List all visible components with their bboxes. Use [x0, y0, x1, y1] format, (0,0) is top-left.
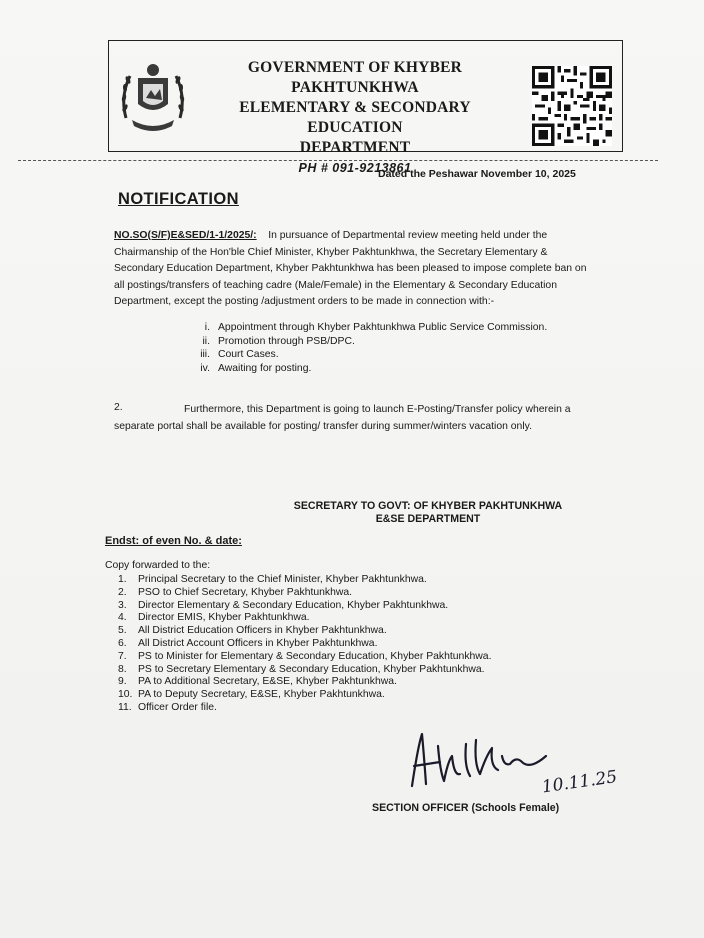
phone-number: PH # 091-9213861 — [298, 161, 412, 175]
paragraph-2 — [114, 402, 592, 435]
copy-to-list — [118, 574, 588, 715]
list-item: 5. All District Education Officers in Khyber Pakhtunkhwa. — [118, 625, 387, 637]
header-divider — [18, 160, 658, 161]
list-item: 4. Director EMIS, Khyber Pakhtunkhwa. — [118, 612, 310, 624]
secretary-signatory: SECRETARY TO GOVT: OF KHYBER PAKHTUNKHWA E&SE DEPARTMENT — [293, 500, 563, 525]
paragraph-1-text: In pursuance of Departmental review meeting held under the Chairmanship of the Hon'ble Chief Minister, Khyber Pakhtunkhwa, the Secretary Elementary & Secondary Education Department, Khyber Pakhtunkhwa has been pleased to impose complete ban on all postings/transfers of teaching cadre (Male/Female) in the Elementary & Secondary Education Department, except the posting /adjustment orders to be made in connection with:- — [114, 230, 587, 307]
government-emblem-icon — [116, 56, 190, 136]
letterhead-line-1: GOVERNMENT OF KHYBER PAKHTUNKHWA — [247, 59, 463, 96]
list-item: 3. Director Elementary & Secondary Education, Khyber Pakhtunkhwa. — [118, 599, 449, 611]
list-item: iv. Awaiting for posting. — [200, 362, 312, 374]
signature-date: 10.11.25 — [540, 767, 619, 798]
exceptions-list — [190, 322, 590, 376]
list-item: 6. All District Account Officers in Khyber Pakhtunkhwa. — [118, 637, 378, 649]
page-title: NOTIFICATION — [118, 190, 239, 208]
qr-code-icon — [532, 66, 612, 146]
endorsement-heading: Endst: of even No. & date: — [105, 535, 242, 547]
list-item: 7. PS to Minister for Elementary & Secondary Education, Khyber Pakhtunkhwa. — [118, 650, 492, 662]
handwritten-signature — [400, 726, 620, 814]
document-date: Dated the Peshawar November 10, 2025 — [378, 168, 576, 180]
paragraph-2-text: Furthermore, this Department is going to launch E-Posting/Transfer policy wherein a separate portal shall be available for posting/ transfer during summer/winters vacation only. — [114, 404, 571, 432]
paragraph-2-number: 2. — [114, 402, 123, 413]
list-item: 8. PS to Secretary Elementary & Secondary Education, Khyber Pakhtunkhwa. — [118, 663, 485, 675]
copy-forwarded-label: Copy forwarded to the: — [105, 560, 211, 571]
paragraph-1 — [114, 228, 592, 311]
list-item: 9. PA to Additional Secretary, E&SE, Khyber Pakhtunkhwa. — [118, 676, 397, 688]
section-officer-signatory: SECTION OFFICER (Schools Female) — [372, 802, 560, 814]
reference-number: NO.SO(S/F)E&SED/1-1/2025/: — [114, 230, 257, 241]
letterhead-line-2: ELEMENTARY & SECONDARY EDUCATION — [239, 99, 471, 136]
list-item: 2. PSO to Chief Secretary, Khyber Pakhtunkhwa. — [118, 586, 353, 598]
list-item: i. Appointment through Khyber Pakhtunkhwa Public Service Commission. — [204, 322, 548, 333]
list-item: iii. Court Cases. — [200, 349, 279, 360]
list-item: 10. PA to Deputy Secretary, E&SE, Khyber Pakhtunkhwa. — [118, 689, 385, 701]
list-item: 11. Officer Order file. — [118, 701, 217, 713]
list-item: ii. Promotion through PSB/DPC. — [202, 335, 355, 347]
letterhead-line-3: DEPARTMENT — [299, 139, 411, 156]
list-item: 1. Principal Secretary to the Chief Minister, Khyber Pakhtunkhwa. — [118, 574, 427, 585]
